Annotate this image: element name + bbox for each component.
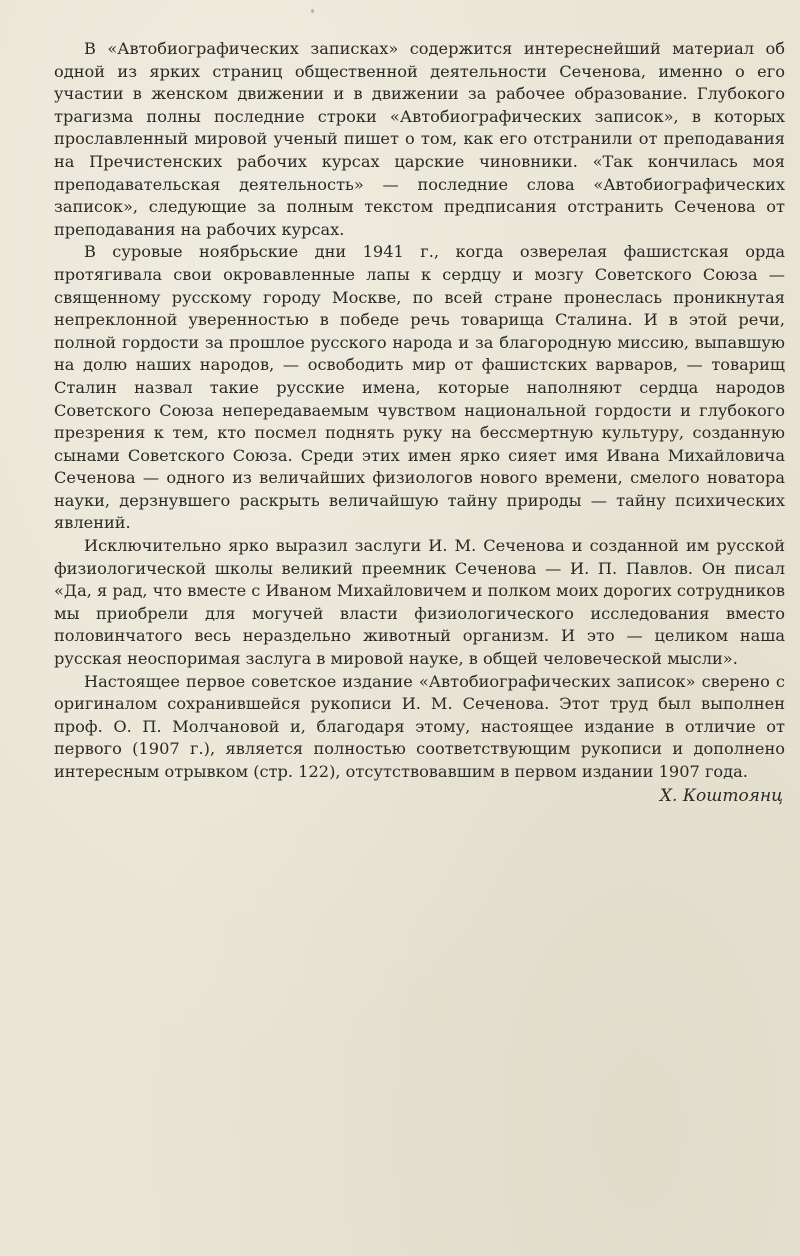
author-signature: Х. Коштоянц — [659, 785, 783, 806]
scan-speck — [311, 9, 314, 13]
paragraph-autobiographical-notes: В «Автобиографических записках» содержится интереснейший материал об одной из ярких страниц общественной деятельности Сеченова, именно о его участии в женском движении и в движении за рабочее образование. Глубокого трагизма полны последние строки «Автобиографических записок», в которых прославленный мировой ученый пишет о том, как его отстранили от преподавания на Пречистенских рабочих курсах царские чиновники. «Так кончилась моя преподавательская деятельность» — последние слова «Автобиографических записок», следующие за полным текстом предписания отстранить Сеченова от преподавания на рабочих курсах. — [54, 39, 785, 239]
paragraph-edition-note: Настоящее первое советское издание «Автобиографических записок» сверено с оригиналом сохранившейся рукописи И. М. Сеченова. Этот труд был выполнен проф. О. П. Молчановой и, благодаря этому, настоящее издание в отличие от первого (1907 г.), является полностью соответствующим рукописи и дополнено интересным отрывком (стр. 122), отсутствовавшим в первом издании 1907 года. — [54, 671, 785, 781]
paragraph-november-1941: В суровые ноябрьские дни 1941 г., когда озверелая фашистская орда протягивала свои окровавленные лапы к сердцу и мозгу Советского Союза — священному русскому городу Москве, по всей стране пронеслась проникнутая непреклонной уверенностью в победе речь товарища Сталина. И в этой речи, полной гордости за прошлое русского народа и за благородную миссию, выпавшую на долю наших народов, — освободить мир от фашистских варваров, — товарищ Сталин назвал такие русские имена, которые наполняют сердца народов Советского Союза непередаваемым чувством национальной гордости и глубокого презрения к тем, кто посмел поднять руку на бессмертную культуру, созданную сынами Советского Союза. Среди этих имен ярко сияет имя Ивана Михайловича Сеченова — одного из величайших физиологов нового времени, смелого новатора науки, дерзнувшего раскрыть величайшую тайну природы — тайну психических явлений. — [54, 242, 785, 533]
paragraph-pavlov-quote: Исключительно ярко выразил заслуги И. М. Сеченова и созданной им русской физиологической школы великий преемник Сеченова — И. П. Павлов. Он писал «Да, я рад, что вместе с Иваном Михайловичем и полком моих дорогих сотрудников мы приобрели для могучей власти физиологического исследования вместо половинчатого весь нераздельно животный организм. И это — целиком наша русская неоспоримая заслуга в мировой науке, в общей человеческой мысли». — [54, 536, 785, 669]
document-body — [54, 38, 785, 807]
